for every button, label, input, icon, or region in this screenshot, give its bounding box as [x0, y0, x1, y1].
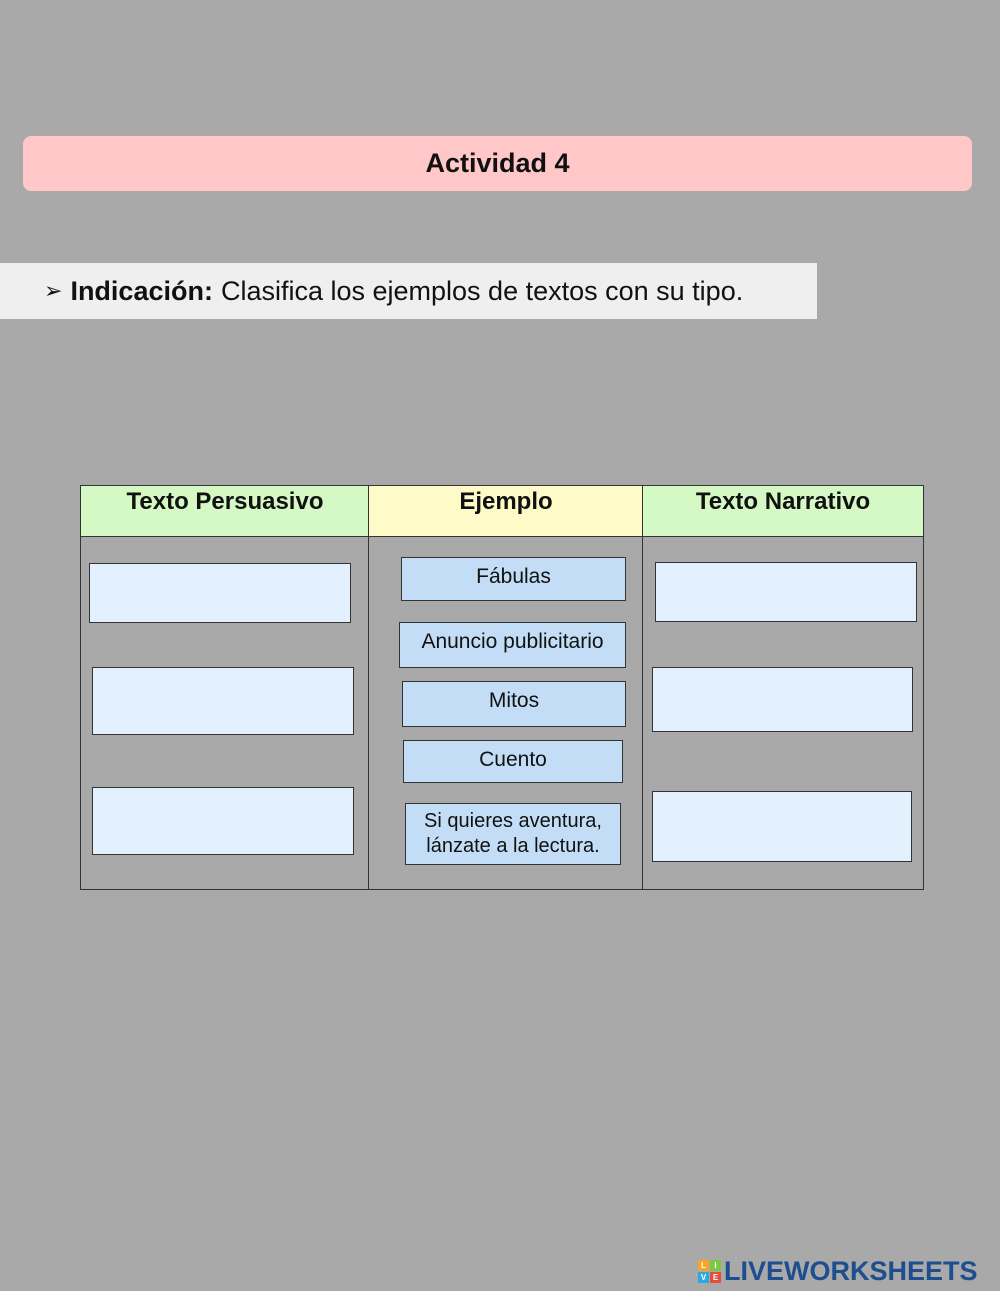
header-ejemplo: Ejemplo	[369, 486, 643, 537]
tile-slogan[interactable]: Si quieres aventura, lánzate a la lectura.	[405, 803, 621, 865]
tile-anuncio-publicitario[interactable]: Anuncio publicitario	[399, 622, 626, 668]
drop-slot-narrative-1[interactable]	[655, 562, 917, 622]
header-texto-narrativo: Texto Narrativo	[643, 486, 923, 537]
liveworksheets-mark-icon: L I V E	[698, 1260, 721, 1283]
liveworksheets-logo	[698, 1257, 978, 1285]
arrow-bullet-icon: ➢	[44, 278, 63, 304]
tile-mitos[interactable]: Mitos	[402, 681, 626, 727]
drop-slot-narrative-3[interactable]	[652, 791, 912, 862]
activity-title: Actividad 4	[23, 136, 972, 191]
column-divider	[368, 486, 369, 889]
header-texto-persuasivo: Texto Persuasivo	[81, 486, 369, 537]
drop-slot-persuasive-3[interactable]	[92, 787, 354, 855]
drop-slot-narrative-2[interactable]	[652, 667, 913, 732]
classification-table	[80, 485, 924, 890]
drop-slot-persuasive-2[interactable]	[92, 667, 354, 735]
liveworksheets-wordmark: LIVEWORKSHEETS	[724, 1255, 978, 1286]
instruction-label: Indicación:	[70, 275, 213, 306]
instruction-text: Clasifica los ejemplos de textos con su tipo.	[220, 275, 744, 306]
tile-fabulas[interactable]: Fábulas	[401, 557, 626, 601]
drop-slot-persuasive-1[interactable]	[89, 563, 351, 623]
tile-cuento[interactable]: Cuento	[403, 740, 623, 783]
column-divider	[642, 486, 643, 889]
instruction-bar	[0, 263, 817, 319]
